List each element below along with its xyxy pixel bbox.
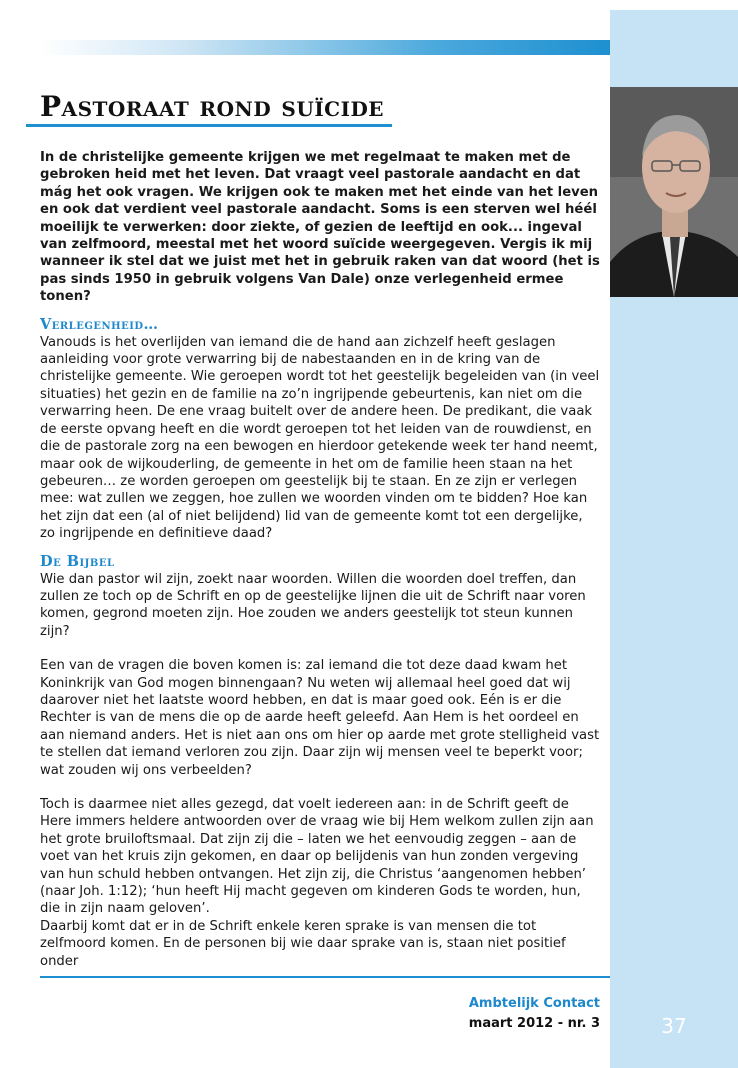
section-heading-verlegenheid: Verlegenheid… <box>40 315 159 333</box>
magazine-name: Ambtelijk Contact <box>468 996 600 1011</box>
section-heading-de-bijbel: De Bijbel <box>40 552 115 570</box>
page-number: 37 <box>661 1014 687 1038</box>
article-title: Pastoraat rond suïcide <box>40 90 385 123</box>
article-lead: In de christelijke gemeente krijgen we met regelmaat te maken met de gebroken heid met het leven. Dat vraagt veel pastorale aandacht en dat mág het ook vragen. We krijgen ook te maken met het einde van het leven en ook dat verdient veel pastorale aandacht. Soms is een sterven wel héél moeilijk te verwerken: door ziekte, of gezien de leeftijd en ook... ingeval van zelfmoord, meestal met het woord suïcide weergegeven. Vergis ik mij wanneer ik stel dat we juist met het in gebruik raken van dat woord (het is pas sinds 1950 in gebruik volgens Van Dale) onze verlegenheid ermee tonen? <box>40 150 600 305</box>
article-body <box>40 149 600 970</box>
paragraph: Een van de vragen die boven komen is: zal iemand die tot deze daad kwam het Koninkrijk van God mogen binnengaan? Nu weten wij allemaal heel goed dat wij daarover niet het laatste woord hebben, en dat is maar goed ook. Eén is er die Rechter is van de mens die op de aarde heeft geleefd. Aan Hem is het oordeel en aan niemand anders. Het is niet aan ons om hier op aarde met grote stelligheid vast te stellen dat iemand verloren zou zijn. Daar zijn wij mensen veel te beperkt voor; wat zouden wij ons verbeelden? <box>40 658 600 778</box>
paragraph: Wie dan pastor wil zijn, zoekt naar woorden. Willen die woorden doel treffen, dan zullen ze toch op de Schrift en op de geestelijke lijnen die uit de Schrift naar voren komen, gegrond moeten zijn. Hoe zouden we anders geestelijk tot steun kunnen zijn? <box>40 571 586 639</box>
issue-info: maart 2012 - nr. 3 <box>468 1016 600 1031</box>
footer-rule <box>40 976 610 978</box>
paragraph: Daarbij komt dat er in de Schrift enkele keren sprake is van mensen die tot zelfmoord komen. En de personen bij wie daar sprake van is, staan niet positief onder <box>40 918 566 969</box>
paragraph: Toch is daarmee niet alles gezegd, dat voelt iedereen aan: in de Schrift geeft de Here immers heldere antwoorden over de vraag wie bij Hem welkom zullen zijn aan het grote bruiloftsmaal. Dat zijn zij die – laten we het eenvoudig zeggen – aan de voet van het kruis zijn gekomen, en daar op belijdenis van hun zonden vergeving van hun schuld hebben ontvangen. Het zijn zij, die Christus ‘aangenomen hebben’ (naar Joh. 1:12); ‘hun heeft Hij macht gegeven om kinderen Gods te worden, hun, die in zijn naam geloven’. <box>40 797 594 917</box>
header-gradient-bar <box>40 40 610 55</box>
title-underline <box>26 124 392 127</box>
author-photo <box>610 87 738 297</box>
paragraph: Vanouds is het overlijden van iemand die de hand aan zichzelf heeft geslagen aanleiding voor grote verwarring bij de nabestaanden en in de kring van de christelijke gemeente. Wie geroepen wordt tot het geestelijk begeleiden van (in veel situaties) het gezin en de familie na zo’n ingrijpende gebeurtenis, kan niet om die verwarring heen. De ene vraag buitelt over de andere heen. De predikant, die vaak de eerste opvang heeft en die wordt geroepen tot het leiden van de rouwdienst, en die de pastorale zorg na een bewogen en hierdoor getekende week ter hand neemt, maar ook de wijkouderling, de gemeente in het om de familie heen staan na het gebeuren… ze worden geroepen om geestelijk bij te staan. En ze zijn er verlegen mee: wat zullen we zeggen, hoe zullen we woorden vinden om te bidden? Hoe kan het zijn dat een (al of niet belijdend) lid van de gemeente komt tot een dergelijke, zo ingrijpende en definitieve daad? <box>40 334 600 542</box>
